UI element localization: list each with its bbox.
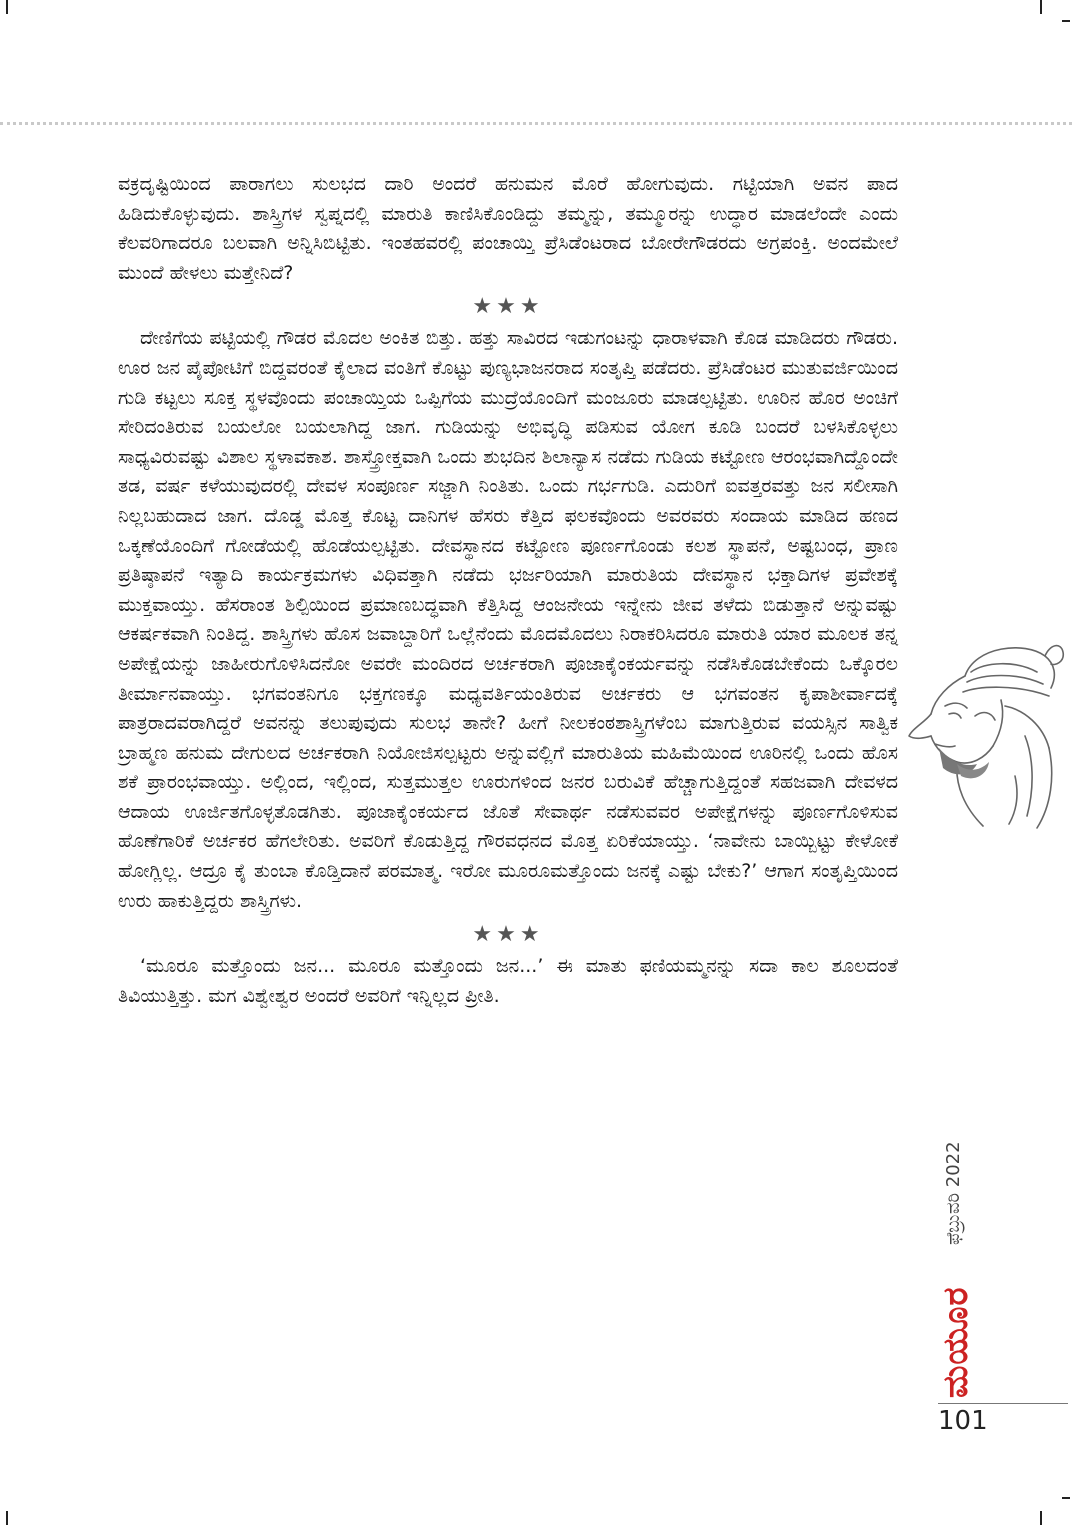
crop-mark-bottom-left xyxy=(6,1511,8,1525)
section-separator: ★★★ xyxy=(472,294,544,320)
crop-mark-right-lower xyxy=(1062,1497,1070,1499)
crop-mark-top-left xyxy=(6,0,8,14)
crop-mark-bottom-right xyxy=(1040,1511,1042,1525)
crop-mark-right-upper xyxy=(1062,20,1070,22)
magazine-title: ಮಯೂರ xyxy=(936,1286,976,1398)
hanuman-sketch-icon xyxy=(905,636,1065,832)
article-paragraph: ವಕ್ರದೃಷ್ಟಿಯಿಂದ ಪಾರಾಗಲು ಸುಲಭದ ದಾರಿ ಅಂದರೆ ಹನುಮನ ಮೊರೆ ಹೋಗುವುದು. ಗಟ್ಟಿಯಾಗಿ ಅವನ ಪಾದ ಹಿಡಿದುಕೊಳ್ಳುವುದು. ಶಾಸ್ತ್ರಿಗಳ ಸ್ವಪ್ನದಲ್ಲಿ ಮಾರುತಿ ಕಾಣಿಸಿಕೊಂಡಿದ್ದು ತಮ್ಮನ್ನು, ತಮ್ಮೂರನ್ನು ಉದ್ಧಾರ ಮಾಡಲೆಂದೇ ಎಂದು ಕೆಲವರಿಗಾದರೂ ಬಲವಾಗಿ ಅನ್ನಿಸಿಬಿಟ್ಟಿತು. ಇಂತಹವರಲ್ಲಿ ಪಂಚಾಯ್ತಿ ಪ್ರೆಸಿಡೆಂಟರಾದ ಬೋರೇಗೌಡರದು ಅಗ್ರಪಂಕ್ತಿ. ಅಂದಮೇಲೆ ಮುಂದೆ ಹೇಳಲು ಮತ್ತೇನಿದೆ? xyxy=(118,173,898,284)
article-body xyxy=(118,170,898,1011)
page-number: 101 xyxy=(938,1406,988,1436)
header-dotted-rule xyxy=(0,122,1072,125)
section-separator: ★★★ xyxy=(472,922,544,948)
article-paragraph: ದೇಣಿಗೆಯ ಪಟ್ಟಿಯಲ್ಲಿ ಗೌಡರ ಮೊದಲ ಅಂಕಿತ ಬಿತ್ತು. ಹತ್ತು ಸಾವಿರದ ಇಡುಗಂಟನ್ನು ಧಾರಾಳವಾಗಿ ಕೊಡ ಮಾಡಿದರು ಗೌಡರು. ಊರ ಜನ ಪೈಪೋಟಿಗೆ ಬಿದ್ದವರಂತೆ ಕೈಲಾದ ವಂತಿಗೆ ಕೊಟ್ಟು ಪುಣ್ಯಭಾಜನರಾದ ಸಂತೃಪ್ತಿ ಪಡೆದರು. ಪ್ರೆಸಿಡೆಂಟರ ಮುತುವರ್ಜಿಯಿಂದ ಗುಡಿ ಕಟ್ಟಲು ಸೂಕ್ತ ಸ್ಥಳವೊಂದು ಪಂಚಾಯ್ತಿಯ ಒಪ್ಪಿಗೆಯ ಮುದ್ರೆಯೊಂದಿಗೆ ಮಂಜೂರು ಮಾಡಲ್ಪಟ್ಟಿತು. ಊರಿನ ಹೊರ ಅಂಚಿಗೆ ಸೇರಿದಂತಿರುವ ಬಯಲೋ ಬಯಲಾಗಿದ್ದ ಜಾಗ. ಗುಡಿಯನ್ನು ಅಭಿವೃದ್ಧಿ ಪಡಿಸುವ ಯೋಗ ಕೂಡಿ ಬಂದರೆ ಬಳಸಿಕೊಳ್ಳಲು ಸಾಧ್ಯವಿರುವಷ್ಟು ವಿಶಾಲ ಸ್ಥಳಾವಕಾಶ. ಶಾಸ್ತ್ರೋಕ್ತವಾಗಿ ಒಂದು ಶುಭದಿನ ಶಿಲಾನ್ಯಾಸ ನಡೆದು ಗುಡಿಯ ಕಟ್ಟೋಣ ಆರಂಭವಾಗಿದ್ದೊಂದೇ ತಡ, ವರ್ಷ ಕಳೆಯುವುದರಲ್ಲಿ ದೇವಳ ಸಂಪೂರ್ಣ ಸಜ್ಜಾಗಿ ನಿಂತಿತು. ಒಂದು ಗರ್ಭಗುಡಿ. ಎದುರಿಗೆ ಐವತ್ತರವತ್ತು ಜನ ಸಲೀಸಾಗಿ ನಿಲ್ಲಬಹುದಾದ ಜಾಗ. ದೊಡ್ಡ ಮೊತ್ತ ಕೊಟ್ಟ ದಾನಿಗಳ ಹೆಸರು ಕೆತ್ತಿದ ಫಲಕವೊಂದು ಅವರವರು ಸಂದಾಯ ಮಾಡಿದ ಹಣದ ಒಕ್ಕಣೆಯೊಂದಿಗೆ ಗೋಡೆಯಲ್ಲಿ ಹೊಡೆಯಲ್ಪಟ್ಟಿತು. ದೇವಸ್ಥಾನದ ಕಟ್ಟೋಣ ಪೂರ್ಣಗೊಂಡು ಕಲಶ ಸ್ಥಾಪನೆ, ಅಷ್ಟಬಂಧ, ಪ್ರಾಣ ಪ್ರತಿಷ್ಠಾಪನೆ ಇತ್ಯಾದಿ ಕಾರ್ಯಕ್ರಮಗಳು ವಿಧಿವತ್ತಾಗಿ ನಡೆದು ಭರ್ಜರಿಯಾಗಿ ಮಾರುತಿಯ ದೇವಸ್ಥಾನ ಭಕ್ತಾದಿಗಳ ಪ್ರವೇಶಕ್ಕೆ ಮುಕ್ತವಾಯ್ತು. ಹೆಸರಾಂತ ಶಿಲ್ಪಿಯಿಂದ ಪ್ರಮಾಣಬದ್ಧವಾಗಿ ಕೆತ್ತಿಸಿದ್ದ ಆಂಜನೇಯ ಇನ್ನೇನು ಜೀವ ತಳೆದು ಬಿಡುತ್ತಾನೆ ಅನ್ನುವಷ್ಟು ಆಕರ್ಷಕವಾಗಿ ನಿಂತಿದ್ದ. ಶಾಸ್ತ್ರಿಗಳು ಹೊಸ ಜವಾಬ್ದಾರಿಗೆ ಒಲ್ಲೆನೆಂದು ಮೊದಮೊದಲು ನಿರಾಕರಿಸಿದರೂ ಮಾರುತಿ ಯಾರ ಮೂಲಕ ತನ್ನ ಅಪೇಕ್ಷೆಯನ್ನು ಜಾಹೀರುಗೊಳಿಸಿದನೋ ಅವರೇ ಮಂದಿರದ ಅರ್ಚಕರಾಗಿ ಪೂಜಾಕೈಂಕರ್ಯವನ್ನು ನಡೆಸಿಕೊಡಬೇಕೆಂದು ಒಕ್ಕೊರಲ ತೀರ್ಮಾನವಾಯ್ತು. ಭಗವಂತನಿಗೂ ಭಕ್ತಗಣಕ್ಕೂ ಮಧ್ಯವರ್ತಿಯಂತಿರುವ ಅರ್ಚಕರು ಆ ಭಗವಂತನ ಕೃಪಾಶೀರ್ವಾದಕ್ಕೆ ಪಾತ್ರರಾದವರಾಗಿದ್ದರೆ ಅವನನ್ನು ತಲುಪುವುದು ಸುಲಭ ತಾನೇ? ಹೀಗೆ ನೀಲಕಂಠಶಾಸ್ತ್ರಿಗಳೆಂಬ ಮಾಗುತ್ತಿರುವ ವಯಸ್ಸಿನ ಸಾತ್ವಿಕ ಬ್ರಾಹ್ಮಣ ಹನುಮ ದೇಗುಲದ ಅರ್ಚಕರಾಗಿ ನಿಯೋಜಿಸಲ್ಪಟ್ಟರು ಅನ್ನುವಲ್ಲಿಗೆ ಮಾರುತಿಯ ಮಹಿಮೆಯಿಂದ ಊರಿನಲ್ಲಿ ಒಂದು ಹೊಸ ಶಕೆ ಪ್ರಾರಂಭವಾಯ್ತು. ಅಲ್ಲಿಂದ, ಇಲ್ಲಿಂದ, ಸುತ್ತಮುತ್ತಲ ಊರುಗಳಿಂದ ಜನರ ಬರುವಿಕೆ ಹೆಚ್ಚಾಗುತ್ತಿದ್ದಂತೆ ಸಹಜವಾಗಿ ದೇವಳದ ಆದಾಯ ಊರ್ಜಿತಗೊಳ್ಳತೊಡಗಿತು. ಪೂಜಾಕೈಂಕರ್ಯದ ಜೊತೆ ಸೇವಾರ್ಥ ನಡೆಸುವವರ ಅಪೇಕ್ಷೆಗಳನ್ನು ಪೂರ್ಣಗೊಳಿಸುವ ಹೊಣೆಗಾರಿಕೆ ಅರ್ಚಕರ ಹೆಗಲೇರಿತು. ಅವರಿಗೆ ಕೊಡುತ್ತಿದ್ದ ಗೌರವಧನದ ಮೊತ್ತ ಏರಿಕೆಯಾಯ್ತು. ‘ನಾವೇನು ಬಾಯ್ಬಿಟ್ಟು ಕೇಳೋಕೆ ಹೋಗ್ಲಿಲ್ಲ. ಆದ್ರೂ ಕೈ ತುಂಬಾ ಕೊಡ್ತಿದಾನೆ ಪರಮಾತ್ಮ. ಇರೋ ಮೂರೂಮತ್ತೊಂದು ಜನಕ್ಕೆ ಎಷ್ಟು ಬೇಕು?’ ಆಗಾಗ ಸಂತೃಪ್ತಿಯಿಂದ ಉರು ಹಾಕುತ್ತಿದ್ದರು ಶಾಸ್ತ್ರಿಗಳು. xyxy=(118,327,898,912)
issue-date: ಫೆಬ್ರುವರಿ 2022 xyxy=(943,1141,964,1245)
article-paragraph: ‘ಮೂರೂ ಮತ್ತೊಂದು ಜನ... ಮೂರೂ ಮತ್ತೊಂದು ಜನ...’ ಈ ಮಾತು ಫಣಿಯಮ್ಮನನ್ನು ಸದಾ ಕಾಲ ಶೂಲದಂತೆ ತಿವಿಯುತ್ತಿತ್ತು. ಮಗ ವಿಶ್ವೇಶ್ವರ ಅಂದರೆ ಅವರಿಗೆ ಇನ್ನಿಲ್ಲದ ಪ್ರೀತಿ. xyxy=(118,955,898,1007)
crop-mark-top-right xyxy=(1040,0,1042,14)
page-number-rule xyxy=(938,1403,1068,1404)
